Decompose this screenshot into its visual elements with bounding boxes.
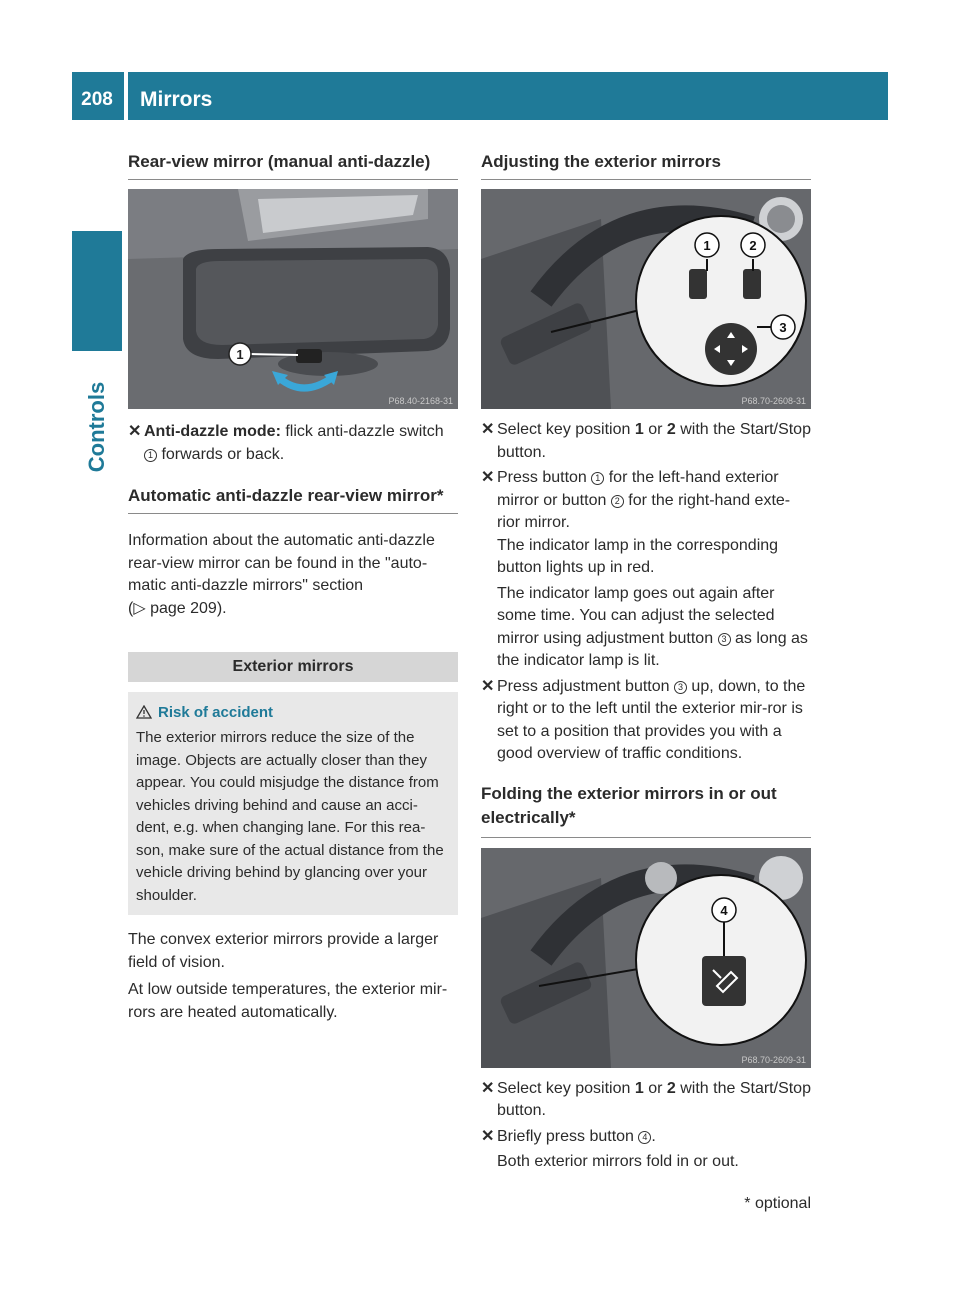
x-step-marker-icon: ✕ (481, 677, 495, 695)
warning-title: Risk of accident (136, 704, 450, 721)
heading-rear-view-mirror: Rear-view mirror (manual anti-dazzle) (128, 152, 458, 180)
page-number: 208 (81, 89, 113, 110)
callout-1-icon: 1 (144, 449, 157, 462)
step-briefly-press: ✕ Briefly press button 4 . Both exterior mirrors fold in or out. (481, 1126, 811, 1174)
paragraph-heated: At low outside temperatures, the exterior mir-rors are heated automatically. (128, 981, 448, 1021)
x-step-marker-icon: ✕ (481, 469, 495, 486)
page-title: Mirrors (140, 88, 213, 111)
info-text: Information about the automatic anti-dazzle rear-view mirror can be found in the "auto-matic anti-dazzle mirrors" section (128, 532, 435, 594)
warning-triangle-icon (136, 705, 152, 719)
side-tab-label: Controls (84, 381, 109, 473)
callout-1-icon: 1 (591, 472, 604, 485)
heading-adjusting-mirrors: Adjusting the exterior mirrors (481, 152, 811, 180)
x-step-marker-icon: ✕ (481, 1127, 495, 1145)
svg-text:1: 1 (236, 347, 244, 362)
warning-text: The exterior mirrors reduce the size of the image. Objects are actually closer than they appear. You could misjudge the distance from vehicles driving behind and cause an acci-dent, e.g. when changing lane. For this rea-son, make sure of the actual distance from the vehicle driving behind by glancing over your shoulder. (136, 729, 444, 904)
fold-mirrors-image (481, 848, 811, 1068)
fold-button-illustration (481, 848, 811, 1068)
side-tab (72, 362, 122, 492)
callout-3-icon: 3 (718, 633, 731, 646)
callout-3-icon: 3 (674, 681, 687, 694)
svg-text:2: 2 (749, 238, 757, 253)
step-note: The indicator lamp goes out again after some time. You can adjust the selected mirror using adjustment button 3 as long as the indicator lamp is lit. (497, 584, 808, 669)
step-press-button: ✕ Press button 1 for the left-hand exterior mirror or button 2 for the right-hand exte-rior mirror. The indicator lamp in the corresponding button lights up in red. The indicator lamp goes out again after some time. You can adjust the selected mirror using adjustment button 3 as long as the indicator lamp is lit. (481, 467, 811, 673)
callout-4-icon: 4 (638, 1131, 651, 1144)
rear-view-mirror-image (128, 189, 458, 409)
svg-text:3: 3 (779, 320, 787, 335)
x-step-marker-icon: ✕ (128, 423, 142, 440)
warning-box (128, 692, 458, 915)
heading-automatic-anti-dazzle: Automatic anti-dazzle rear-view mirror* (128, 486, 458, 514)
step-note: The indicator lamp in the corresponding button lights up in red. (497, 536, 779, 576)
image-code: P68.70-2608-31 (741, 396, 806, 406)
paragraph-convex: The convex exterior mirrors provide a larger field of vision. (128, 931, 439, 971)
header-separator (124, 72, 128, 120)
svg-text:1: 1 (703, 238, 711, 253)
svg-text:4: 4 (720, 902, 728, 918)
page-reference[interactable]: (▷ page 209). (128, 599, 227, 617)
left-column (128, 152, 458, 1024)
image-code: P68.70-2609-31 (741, 1054, 806, 1065)
x-step-marker-icon: ✕ (481, 1079, 495, 1097)
x-step-marker-icon: ✕ (481, 421, 495, 438)
step-anti-dazzle: ✕ Anti-dazzle mode: flick anti-dazzle switch 1 forwards or back. (128, 423, 444, 463)
door-panel-buttons-illustration (481, 189, 811, 409)
side-tab-block (72, 231, 122, 351)
adjust-mirrors-image (481, 189, 811, 409)
step-select-key-2: ✕ Select key position 1 or 2 with the Start/Stop button. (481, 1079, 811, 1119)
image-code: P68.40-2168-31 (388, 396, 453, 406)
footer-optional-note: * optional (744, 1195, 811, 1212)
section-exterior-mirrors: Exterior mirrors (128, 652, 458, 682)
callout-2-icon: 2 (611, 495, 624, 508)
right-column (481, 152, 811, 1174)
step-press-adjustment: ✕ Press adjustment button 3 up, down, to the right or to the left until the exterior mir-ror is set to a position that provides you with a good overview of traffic conditions. (481, 677, 806, 762)
step-select-key-1: ✕ Select key position 1 or 2 with the Start/Stop button. (481, 421, 811, 461)
step-note: Both exterior mirrors fold in or out. (497, 1153, 739, 1170)
rear-view-mirror-illustration (128, 189, 458, 409)
heading-folding-mirrors: Folding the exterior mirrors in or out electrically* (481, 782, 811, 838)
